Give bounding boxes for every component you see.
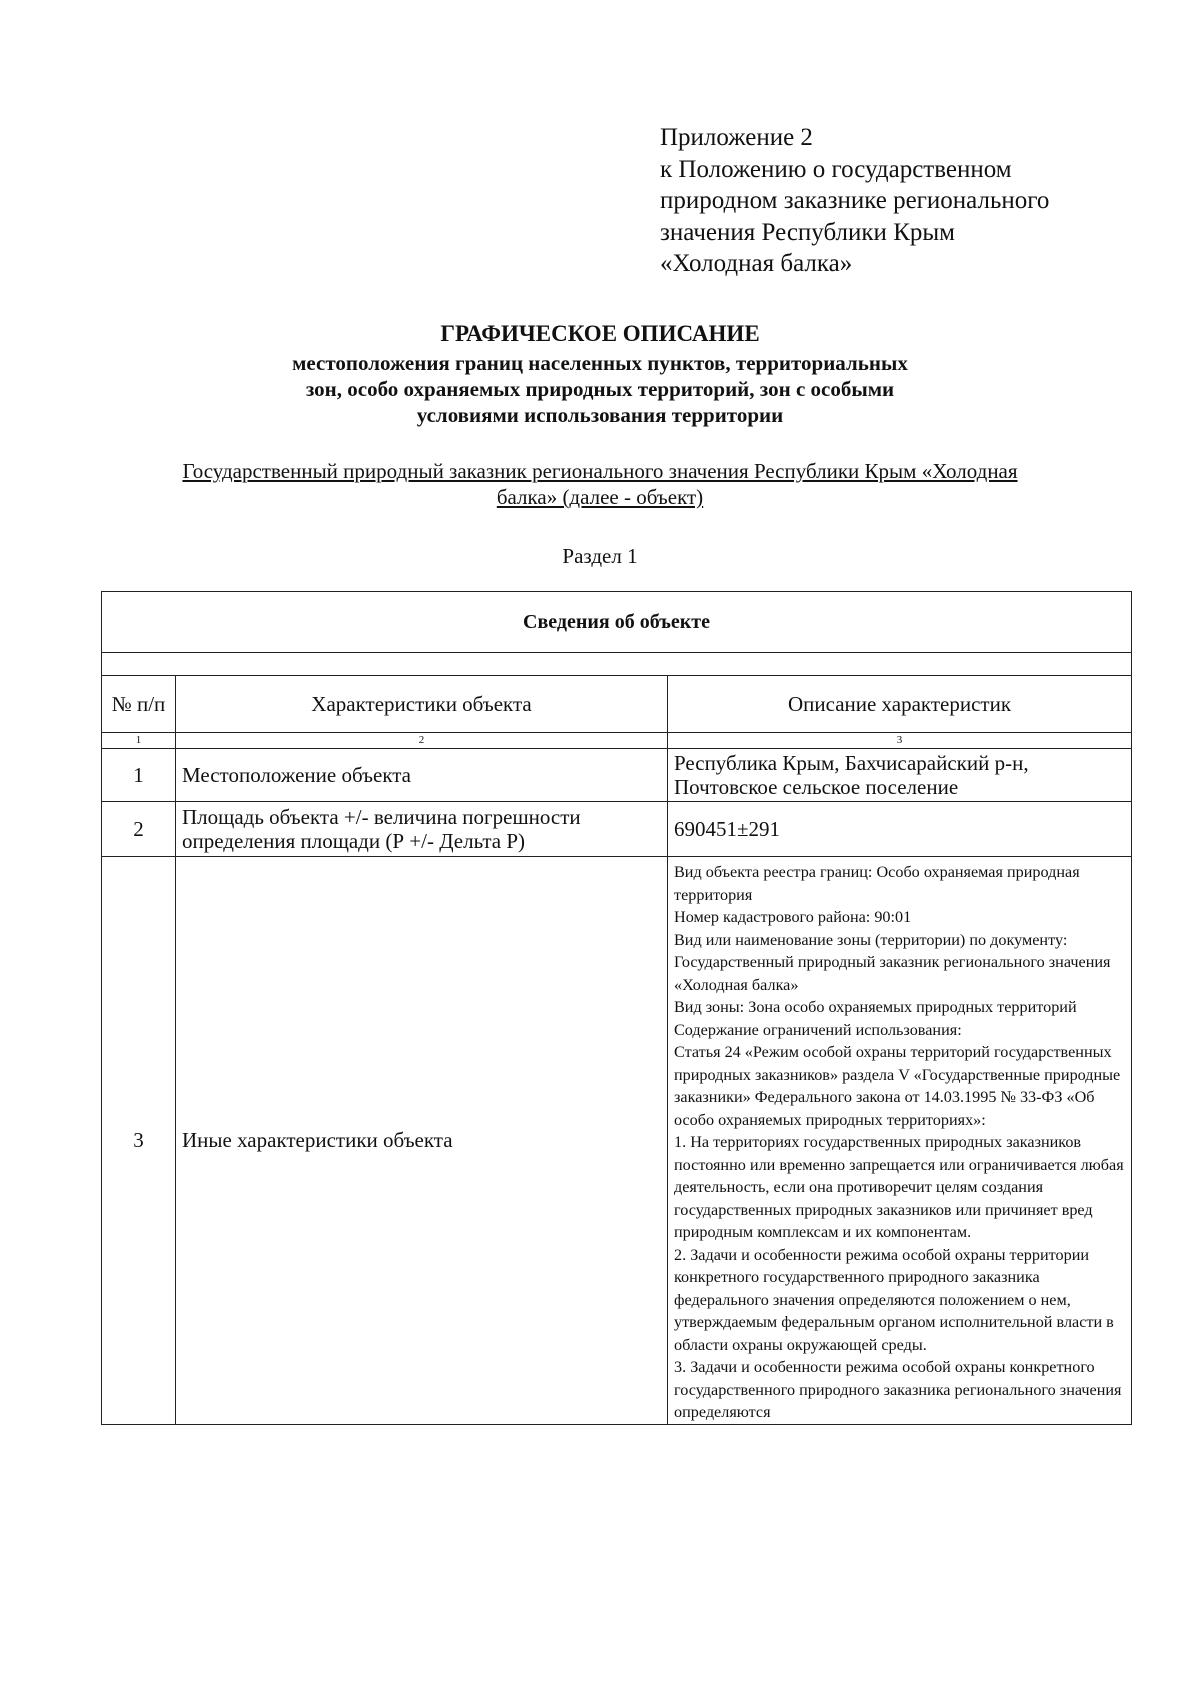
- description-paragraph: Содержание ограничений использования:: [674, 1020, 962, 1039]
- description-paragraph: Номер кадастрового района: 90:01: [674, 908, 912, 926]
- table-spacer-cell: [102, 653, 1132, 676]
- appendix-line: значения Республики Крым: [660, 218, 955, 246]
- column-header: Характеристики объекта: [176, 676, 668, 733]
- row-number: 3: [102, 857, 176, 1425]
- description-paragraph: «Холодная балка»: [674, 975, 799, 994]
- column-number: 3: [668, 733, 1132, 749]
- column-number-row: [102, 733, 1132, 749]
- row-number: 2: [102, 802, 176, 857]
- appendix-reference: [660, 122, 1049, 280]
- row-characteristic: Местоположение объекта: [176, 749, 668, 802]
- document-title: ГРАФИЧЕСКОЕ ОПИСАНИЕ: [440, 321, 760, 346]
- description-paragraph: Вид объекта реестра границ: Особо охраняемая природная территория: [674, 863, 1080, 904]
- row-description: Республика Крым, Бахчисарайский р-н, Почтовское сельское поселение: [668, 749, 1132, 802]
- object-name: [100, 458, 1100, 510]
- table-row: [102, 749, 1132, 802]
- column-header-row: [102, 676, 1132, 733]
- row-characteristic: Иные характеристики объекта: [176, 857, 668, 1425]
- appendix-line: Приложение 2: [660, 124, 813, 151]
- description-paragraph: Вид зоны: Зона особо охраняемых природных территорий: [674, 998, 1077, 1016]
- subtitle-line: местоположения границ населенных пунктов, территориальных: [292, 351, 908, 375]
- row-description: 690451±291: [668, 802, 1132, 857]
- row-characteristic: Площадь объекта +/- величина погрешности определения площади (Р +/- Дельта Р): [176, 802, 668, 857]
- object-name-line: балка» (далее - объект): [496, 485, 704, 509]
- column-number: 2: [176, 733, 668, 749]
- table-row: [102, 802, 1132, 857]
- description-paragraph: 3. Задачи и особенности режима особой охраны конкретного государственного природного заказника регионального значения определяются: [674, 1358, 1122, 1421]
- appendix-line: природном заказнике регионального: [660, 187, 1050, 214]
- description-paragraph: Статья 24 «Режим особой охраны территорий государственных природных заказников» раздела V «Государственные природные заказники» Федерального закона от 14.03.1995 № 33-ФЗ «Об особо охраняемых природных территориях»:: [674, 1043, 1121, 1129]
- appendix-line: «Холодная балка»: [660, 250, 853, 277]
- subtitle-line: зон, особо охраняемых природных территорий, зон с особыми: [305, 377, 895, 401]
- column-header: № п/п: [102, 676, 176, 733]
- table-header-row: [102, 592, 1132, 653]
- object-name-line: Государственный природный заказник регионального значения Республики Крым «Холодная: [182, 459, 1018, 483]
- table-spacer-row: [102, 653, 1132, 676]
- description-paragraph: Вид или наименование зоны (территории) по документу: Государственный природный заказник регионального значения: [674, 930, 1111, 971]
- row-number: 1: [102, 749, 176, 802]
- document-subtitle: [0, 350, 1200, 428]
- object-info-table: [101, 591, 1132, 1425]
- row-description: [668, 857, 1132, 1425]
- column-header: Описание характеристик: [668, 676, 1132, 733]
- section-heading: Раздел 1: [562, 544, 638, 568]
- table-header: Сведения об объекте: [102, 592, 1132, 653]
- table-row: [102, 857, 1132, 1425]
- description-paragraph: 1. На территориях государственных природных заказников постоянно или временно запрещается или ограничивается любая деятельность, если она противоречит целям создания государственных природных заказников или причиняет вред природным комплексам и их компонентам.: [674, 1133, 1124, 1241]
- appendix-line: к Положению о государственном: [660, 155, 1012, 183]
- description-paragraph: 2. Задачи и особенности режима особой охраны территории конкретного государственного природного заказника федерального значения определяются положением о нем, утверждаемым федеральным органом исполнительной власти в области охраны окружающей среды.: [674, 1245, 1114, 1354]
- column-number: 1: [102, 733, 176, 749]
- subtitle-line: условиями использования территории: [416, 403, 784, 427]
